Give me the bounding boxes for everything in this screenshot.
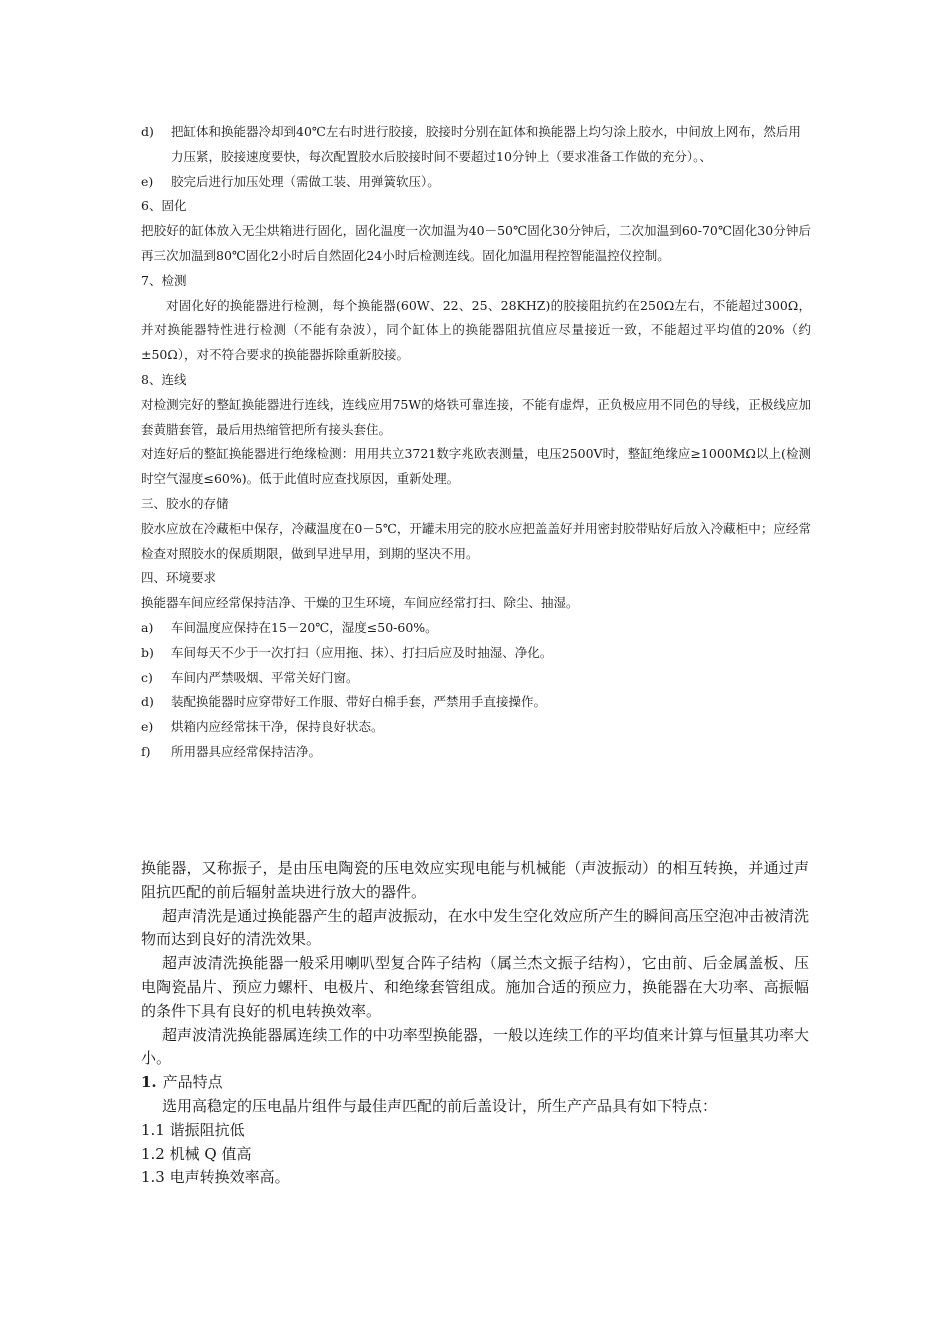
cleaning-paragraph: 超声清洗是通过换能器产生的超声波振动，在水中发生空化效应所产生的瞬间高压空泡冲击被清洗物而达到良好的清洗效果。 — [141, 906, 809, 949]
heading-inspection: 7、检测 — [141, 272, 187, 288]
heading-number: 1. — [141, 1073, 157, 1092]
feature-item: 1.3 电声转换效率高。 — [141, 1168, 290, 1187]
env-item — [141, 690, 811, 715]
list-marker: f) — [141, 743, 151, 759]
list-marker: a) — [141, 619, 154, 635]
env-item — [141, 641, 811, 666]
env-item-text: 车间内严禁吸烟、平常关好门窗。 — [171, 669, 359, 685]
heading-features — [141, 1071, 809, 1095]
structure-paragraph: 超声波清洗换能器一般采用喇叭型复合阵子结构（属兰杰文振子结构），它由前、后金属盖板、压电陶瓷晶片、预应力螺杆、电极片、和绝缘套管组成。施加合适的预应力，换能器在大功率、高振幅的条件下具有良好的机电转换效率。 — [141, 954, 809, 1020]
step-d-text: 把缸体和换能器冷却到40℃左右时进行胶接，胶接时分别在缸体和换能器上均匀涂上胶水，中间放上网布，然后用力压紧，胶接速度要快，每次配置胶水后胶接时间不要超过10分钟上（要求准备工作做的充分）。、 — [171, 124, 801, 164]
curing-text: 把胶好的缸体放入无尘烘箱进行固化，固化温度一次加温为40－50℃固化30分钟后，二次加温到60-70℃固化30分钟后再三次加温到80℃固化2小时后自然固化24小时后检测连线。固化加温用程控智能温控仪控制。 — [141, 223, 811, 263]
inspection-text: 对固化好的换能器进行检测，每个换能器(60W、22、25、28KHZ)的胶接阻抗约在250Ω左右，不能超过300Ω，并对换能器特性进行检测（不能有杂波），同个缸体上的换能器阻抗值应尽量接近一致，不能超过平均值的20%（约±50Ω），对不符合要求的换能器拆除重新胶接。 — [141, 297, 811, 363]
list-marker: e) — [141, 719, 154, 735]
list-marker: d) — [141, 124, 154, 139]
list-marker: d) — [141, 694, 154, 710]
wiring-text: 对检测完好的整缸换能器进行连线，连线应用75W的烙铁可靠连接，不能有虚焊，正负极应用不同色的导线，正极线应加套黄腊套管，最后用热缩管把所有接头套住。 — [141, 396, 811, 437]
feature-item: 1.2 机械 Q 值高 — [141, 1144, 252, 1163]
list-marker: c) — [141, 669, 153, 685]
feature-item: 1.1 谐振阻抗低 — [141, 1120, 245, 1139]
step-e — [141, 170, 811, 195]
intro-paragraph: 换能器，又称振子，是由压电陶瓷的压电效应实现电能与机械能（声波振动）的相互转换，并通过声阻抗匹配的前后辐射盖块进行放大的器件。 — [141, 859, 809, 901]
glue-storage-text: 胶水应放在冷藏柜中保存，冷藏温度在0－5℃，开罐未用完的胶水应把盖盖好并用密封胶带贴好后放入冷藏柜中；应经常检查对照胶水的保质期限，做到早进早用，到期的坚决不用。 — [141, 520, 811, 561]
list-marker: e) — [141, 173, 154, 189]
env-item — [141, 715, 811, 740]
env-item — [141, 616, 811, 641]
process-section — [141, 120, 811, 765]
heading-text: 产品特点 — [162, 1073, 223, 1092]
env-item-text: 装配换能器时应穿带好工作服、带好白棉手套，严禁用手直接操作。 — [171, 694, 547, 710]
heading-wiring: 8、连线 — [141, 371, 187, 387]
features-intro: 选用高稳定的压电晶片组件与最佳声匹配的前后盖设计，所生产产品具有如下特点： — [162, 1096, 718, 1115]
env-item-text: 车间每天不少于一次打扫（应用拖、抹）、打扫后应及时抽湿、净化。 — [171, 644, 553, 660]
env-item-text: 车间温度应保持在15－20℃，湿度≤50-60%。 — [171, 619, 438, 635]
heading-curing: 6、固化 — [141, 198, 187, 214]
insulation-text: 对连好后的整缸换能器进行绝缘检测：用用共立3721数字兆欧表测量，电压2500V时，整缸绝缘应≥1000MΩ以上(检测时空气湿度≤60%)。低于此值时应查找原因，重新处理。 — [141, 446, 811, 487]
step-e-text: 胶完后进行加压处理（需做工装、用弹簧软压）。 — [171, 173, 440, 189]
list-marker: b) — [141, 644, 154, 660]
heading-glue-storage: 三、胶水的存储 — [141, 495, 229, 511]
env-item — [141, 740, 811, 765]
env-item-text: 所用器具应经常保持洁净。 — [171, 743, 322, 759]
heading-environment: 四、环境要求 — [141, 570, 217, 586]
transducer-intro-section — [141, 857, 809, 1190]
environment-text: 换能器车间应经常保持洁净、干燥的卫生环境，车间应经常打扫、除尘、抽湿。 — [141, 595, 579, 611]
env-item — [141, 666, 811, 691]
power-paragraph: 超声波清洗换能器属连续工作的中功率型换能器，一般以连续工作的平均值来计算与恒量其功率大小。 — [141, 1025, 809, 1068]
env-item-text: 烘箱内应经常抹干净，保持良好状态。 — [171, 719, 384, 735]
step-d — [141, 120, 811, 170]
